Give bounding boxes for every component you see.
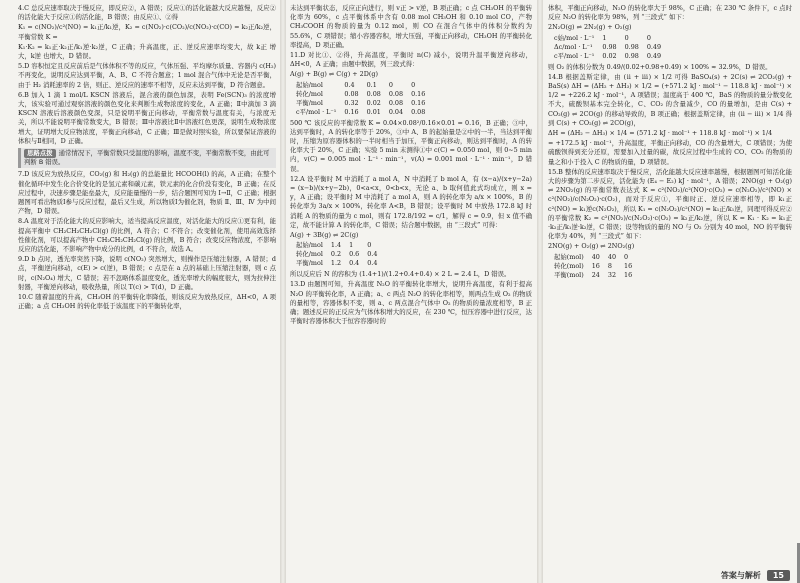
answer-13: 13.D 由题图可知，升高温度 N₂O 的平衡转化率增大，说明升高温度，有利于提高 N₂O 的平衡转化率，A 正确；a、c 两点 N₂O 的转化率相等，则两点生成 O₂ 的物质的量相等，容器体积不变，则 a、c 两点混合气体中 O₂ 的物质的量浓度相等，B 正确；题述反应的正反应为气体体积增大的反应，在 230 ℃，恒压容器中进行反应，达平衡时容器体积大于恒容容器时的 — [290, 280, 532, 326]
table-row: 平衡(mol) 24 32 16 — [554, 270, 633, 279]
table-row: Δc/mol · L⁻¹ 0.98 0.98 0.49 — [554, 42, 662, 51]
column-gutter — [280, 0, 286, 583]
table-row: 转化(mol) 16 8 16 — [554, 261, 633, 270]
tip-text: 通常情况下，平衡常数只受温度的影响，温度不变，平衡常数不变，由此可判断 B 错误。 — [24, 149, 270, 167]
three-line-table-11 — [296, 81, 433, 117]
answer-11-cont: 500 ℃ 该反应的平衡常数 K = 0.04×0.08²/0.16×0.01 = 0.16，B 正确；③中，达到平衡时，A 的转化率等于 20%，③中 A、B 的起始量是②中的一半，当达到平衡时，压缩为原容器体积的一半时相当于加压，平衡正向移动，则达到平衡时，A 的转化率大于 20%，C 正确；实验 5 min 末测得①中 c(C) = 0.050 mol，则 0~5 min 内，v(C) = 0.005 mol · L⁻¹ · min⁻¹，v(A) = 0.001 mol · L⁻¹ · min⁻¹，D 错误。 — [290, 118, 532, 173]
table-row: 起始/mol 0.4 0.1 0 0 — [296, 80, 416, 89]
reaction-13: 2N₂O(g) ⇌ 2N₂(g) + O₂(g) — [548, 23, 632, 32]
column-3 — [548, 4, 792, 282]
table-row: 转化/mol 0.08 0.08 0.08 0.16 — [296, 89, 426, 98]
page-number: 15 — [767, 570, 790, 581]
answer-13-end: 则 O₂ 的体积分数为 0.49/(0.02+0.98+0.49) × 100% ≈ 32.9%，D 错误。 — [548, 62, 772, 71]
reaction-11: A(g) + B(g) ⇌ C(g) + 2D(g) — [290, 70, 378, 79]
answer-4-cont: K₁·K₂ = k₁正·k₂正/k₁逆·k₂逆，C 正确；升高温度，正、逆反应速率均变大，故 k正 增大，k逆 也增大，D 错误。 — [18, 42, 276, 61]
answer-10: 10.C 随着温度的升高，CH₃OH 的平衡转化率降低，则该反应为放热反应，ΔH<0，A 项正确；a 点 CH₃OH 的转化率低于该温度下的平衡转化率， — [18, 293, 276, 311]
answer-14: 14.B 根据盖斯定律，由 (ⅱ + ⅲ) × 1/2 可得 BaSO₄(s) + 2C(s) ⇌ 2CO₂(g) + BaS(s) ΔH = (ΔH₂ + ΔH₃) × 1/2 = (+571.2 kJ · mol⁻¹ − 118.8 kJ · mol⁻¹) × 1/2 = +226.2 kJ · mol⁻¹，A 项错误；温度高于 400 ℃，BaS 的物质的量分数变化不大，硫酸钡基本完全转化，C、CO₂ 的含量减少，CO 的量增加，是由 C(s) + CO₂(g) ⇌ 2CO(g) 的移动导致的，B 项正确；根据盖斯定律，由 (ⅱ − ⅲ) × 1/4 得到 C(s) + CO₂(g) ⇌ 2CO(g)， — [548, 72, 792, 127]
answer-14-cont: = +172.5 kJ · mol⁻¹，升高温度，平衡正向移动，CO 的含量增大，C 项错误；为使硫酸钡得到充分还原，需要加入过量的碳，故反应过程中生成的 CO、CO₂ 的物质的量之和小于投入 C 的物质的量，D 项错误。 — [548, 139, 792, 166]
tip-box — [18, 148, 276, 168]
page-footer — [721, 570, 790, 581]
reaction-15: 2NO(g) + O₂(g) ⇌ 2NO₂(g) — [548, 242, 635, 251]
table-row: 转化/mol 0.2 0.6 0.4 — [296, 250, 378, 259]
answer-9: 9.D b 点时，透光率突然下降，说明 c(NO₂) 突然增大，则操作是压缩注射器，A 错误；d 点，平衡逆向移动，c(E) > c(逆)，B 错误；c 点是在 a 点的基础上压缩注射器，则 c 点时，c(N₂O₄) 增大，C 错误；若不忽略体系温度变化，透光率增大的幅度很大，则为拉伸注射器，平衡逆向移动，吸收热量，所以 T(c) > T(d)，D 正确。 — [18, 255, 276, 291]
table-row: c平/mol · L⁻¹ 0.16 0.01 0.04 0.08 — [296, 107, 426, 116]
answer-11: 11.D 对比①、②得，升高温度，平衡时 n(C) 减小，说明升温平衡逆向移动，ΔH<0，A 正确；由题中数据，列三段式得： — [290, 51, 532, 69]
three-line-table-13 — [554, 34, 669, 61]
three-line-table-15 — [554, 253, 640, 280]
answer-6: 6.B 加入 1 滴 1 mol/L KSCN 溶液后，混合液的颜色加深，表明 Fe(SCN)₃ 的浓度增大，该实验可通过观察溶液的颜色变化来判断生成物浓度的变化，A 正确；Ⅱ中滴加 3 滴 KSCN 溶液后溶液颜色变深，只是说明平衡正向移动，平衡常数与温度有关，与浓度无关，所以不能说明平衡常数变大，B 错误；Ⅲ中溶液比Ⅱ中溶液红色更深，说明生成物浓度增大，证明增大反应物浓度，平衡正向移动，C 正确；Ⅲ是做对照实验，所以要保证溶液的体积与Ⅱ相同，D 正确。 — [18, 90, 276, 145]
answer-12-cont: 所以反应后 N 的容积为 (1.4+1)/(1.2+0.4+0.4) × 2 L = 2.4 L，D 错误。 — [290, 270, 511, 279]
footer-label: 答案与解析 — [720, 571, 761, 580]
table-row: 平衡/mol 0.32 0.02 0.08 0.16 — [296, 98, 426, 107]
answer-13-cont: 体积，平衡正向移动，N₂O 的转化率大于 98%，C 正确；在 230 ℃ 条件下，c 点时反应 N₂O 的转化率为 98%，列 “三段式” 如下： — [548, 4, 792, 22]
answer-8: 8.A 温度对于活化能大的反应影响大，适当提高反应温度，对活化能大的反应①更有利，能提高平衡中 CH₂CH₂CH₂Cl(g) 的比例，A 符合；C 不符合；改变催化剂，使用高效选择性催化剂，可以提高产物中 CH₂CH₂CH₂Cl(g) 的比例，B 符合；改变反应物浓度，不影响反应的活化能，不影响产物中成分的比例，d 不符合，故选 A。 — [18, 217, 276, 254]
reaction-12: A(g) + 3B(g) ⇌ 2C(g) — [290, 231, 359, 240]
answer-4: 4.C 总反应速率取决于慢反应，即反应②，A 错误；反应①的活化能越大反应越慢，反应②的活化能大于反应①的活化能，B 错误；由反应①、②得 — [18, 4, 276, 22]
table-row: c平/mol · L⁻¹ 0.02 0.98 0.49 — [554, 51, 662, 60]
table-row: c始/mol · L⁻¹ 1 0 0 — [554, 33, 651, 42]
answer-15: 15.B 整体的反应速率取决于慢反应，活化能越大反应速率越慢，根据题图可知活化能大的步骤为第二步反应，活化能为 (E₄ − E₂) kJ · mol⁻¹，A 错误；2NO(g) + O₂(g) ⇌ 2NO₂(g) 的平衡常数表达式 K = c²(NO₂)/c²(NO)·c(O₂) = c(N₂O₂)/c²(NO) × c²(NO₂)/c(N₂O₂)·c(O₂)，而对于反应①，平衡时正、逆反应速率相等，即 k₁正c²(NO) = k₁逆c(N₂O₂)，所以 K₁ = c(N₂O₂)/c²(NO) = k₁正/k₁逆，同理可得反应②的平衡常数 K₂ = c²(NO₂)/c(N₂O₂)·c(O₂) = k₂正/k₂逆，所以 K = K₁ · K₂ = k₁正·k₂正/k₁逆·k₂逆，C 错误；设等物质的量的 NO 与 O₂ 分别为 40 mol，NO 的平衡转化率为 40%，列 “三段式” 如下： — [548, 167, 792, 241]
three-line-table-12 — [296, 241, 385, 268]
equation-14: ΔH = (ΔH₂ − ΔH₃) × 1/4 = (571.2 kJ · mol⁻¹ + 118.8 kJ · mol⁻¹) × 1/4 — [548, 129, 773, 138]
answer-10-cont: 未达到平衡状态，反应正向进行，则 v正 > v逆，B 项正确；c 点 CH₃OH 的平衡转化率为 60%，c 点平衡体系中含有 0.08 mol CH₃OH 和 0.10 mol CO，产物 CH₃COOH 的物质的量为 0.12 mol，则 CO 在混合气体中的体积分数约为 55.6%，C 项错误；缩小容器容积，增大压强，平衡正向移动，CH₃OH 的平衡转化率提高，D 项正确。 — [290, 4, 532, 49]
column-gutter — [537, 0, 543, 583]
equation-k1k2: K₁ = c(NO₂)/c²(NO) = k₁正/k₁逆，K₂ = c(NO₂)·c(CO₂)/c(NO₂)·c(CO) = k₂正/k₂逆，平衡常数 K = — [18, 23, 276, 41]
table-row: 起始/mol 1.4 1 0 — [296, 241, 372, 250]
table-row: 平衡/mol 1.2 0.4 0.4 — [296, 259, 378, 268]
table-row: 起始(mol) 40 40 0 — [554, 252, 629, 261]
tip-tag: 思路点拨 — [24, 149, 56, 158]
answer-12: 12.A 设平衡时 M 中消耗了 a mol A，N 中消耗了 b mol A，有 (x−a)/(x+y−2a) = (x−b)/(x+y−2b)，0<a<x，0<b<x，无论 a、b 取何值此式均成立，则 x = y，A 正确；设平衡时 M 中消耗了 a mol A，则 A 的转化率为 a/x × 100%，B 的转化率为 3a/x × 100%，转化率 A<B，B 错误；设平衡时 M 中放热 172.8 kJ 时消耗 A 的物质的量为 c mol，则有 172.8/192 = c/1，解得 c = 0.9，但 x 值不确定，故不能计算 A 的转化率，C 错误；结合题中数据，由 “三段式” 可得： — [290, 174, 532, 229]
column-1 — [18, 4, 276, 313]
answer-7: 7.D 该反应为放热反应，CO₂(g) 和 H₂(g) 的总能量比 HCOOH(l) 的高，A 正确；在整个催化循环中发生化合价变化的是氢元素和碳元素，铁元素的化合价没有变化，B 正确；在反应过程中，决速步骤是能垒最大，反应能量慢的一步，结合题图可知为 Ⅰ→Ⅱ，C 正确；根据题图可看出物质Ⅰ参与反应过程，最后又生成，所以物质Ⅰ为催化剂，物质 Ⅱ、Ⅲ、Ⅳ 为中间产物，D 错误。 — [18, 170, 276, 216]
answer-5: 5.D 容积恒定且反应前后是气体体积不等的反应，气体压强、平均摩尔质量、容器内 c(H₂) 不再变化，说明反应达到平衡，A、B、C 不符合题意；1 mol 混合气体中无论是否平衡，由于 H₂ 消耗速率的 2 倍，则正、逆反应的速率不相等，反应未达到平衡，D 符合题意。 — [18, 62, 276, 89]
column-2 — [290, 4, 532, 327]
